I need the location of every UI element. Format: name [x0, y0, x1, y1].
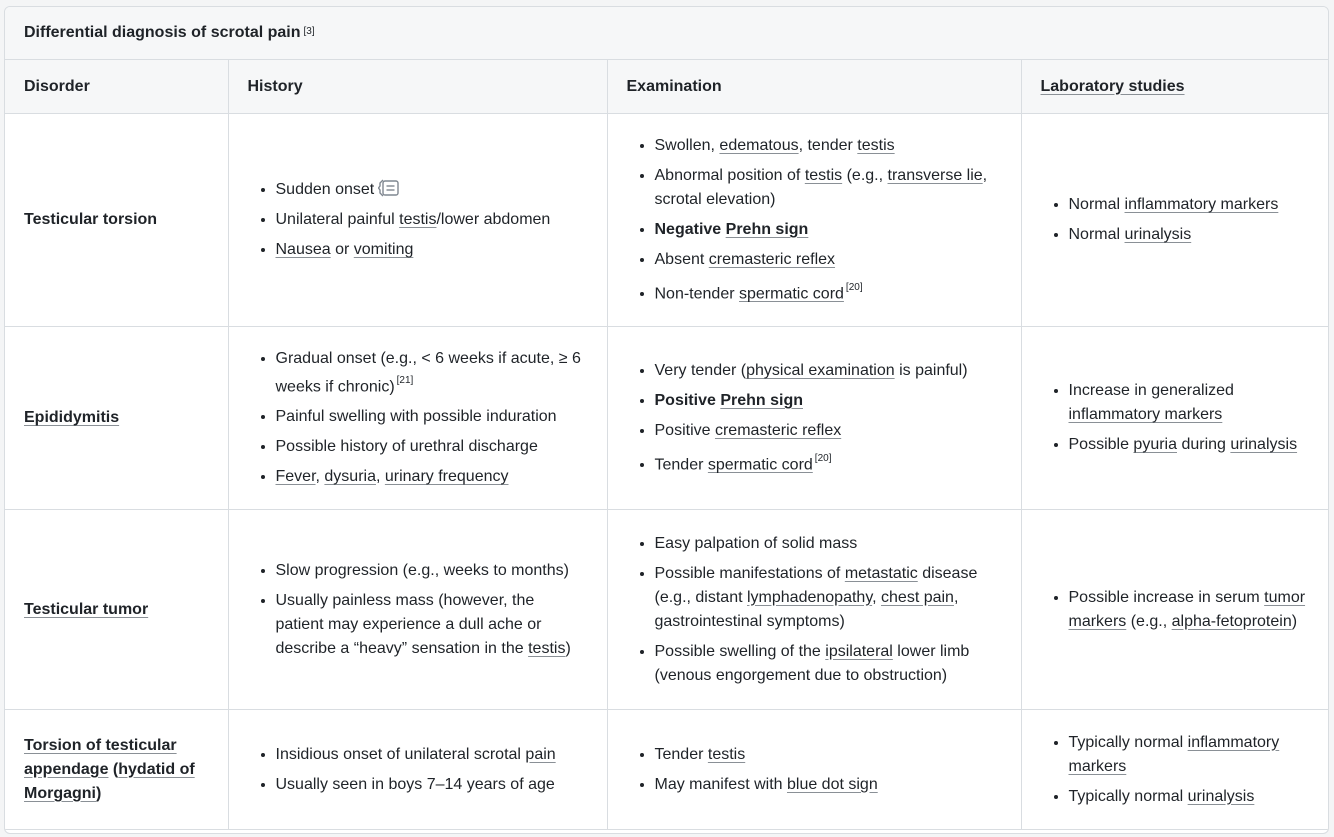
text: Non-tender [654, 285, 739, 303]
vomiting-link[interactable]: vomiting [353, 241, 414, 258]
list-item [655, 278, 1001, 306]
inflammatory-markers-link[interactable]: inflammatory markers [1124, 196, 1279, 213]
list-item [655, 359, 1001, 383]
text: (e.g., [1126, 612, 1172, 630]
alpha-fetoprotein-link[interactable]: alpha-fetoprotein [1171, 612, 1292, 630]
laboratory-cell [1021, 710, 1328, 830]
list-item [655, 164, 1001, 212]
disorder-cell [5, 327, 228, 510]
disorder-cell [5, 114, 228, 327]
text: ) [565, 639, 571, 657]
transverse-lie-link[interactable]: transverse lie [887, 166, 983, 184]
text: Normal [1068, 226, 1125, 243]
hydatid-of-morgagni-link[interactable]: hydatid of Morgagni [24, 760, 195, 802]
table-row [5, 327, 1328, 510]
table-row [5, 114, 1328, 327]
cremasteric-reflex-link[interactable]: cremasteric reflex [708, 250, 836, 268]
list-item [1069, 433, 1309, 457]
text: Tender [654, 456, 708, 474]
list-item [1069, 731, 1309, 779]
diagnosis-table [5, 60, 1328, 830]
lymphadenopathy-link[interactable]: lymphadenopathy [747, 588, 873, 606]
note-icon[interactable] [378, 178, 398, 198]
history-cell [228, 327, 607, 510]
table-title [5, 7, 1328, 60]
list-item [276, 208, 587, 232]
chest-pain-link[interactable]: chest pain [881, 588, 954, 606]
list-item [655, 248, 1001, 272]
list-item [655, 743, 1001, 767]
edematous-link[interactable]: edematous [719, 136, 799, 154]
table-header-row [5, 60, 1328, 114]
laboratory-cell [1021, 510, 1328, 710]
pain-link[interactable]: pain [525, 745, 556, 763]
text: Positive [654, 391, 721, 409]
list-item [655, 389, 1001, 413]
list-item [655, 532, 1001, 556]
pyuria-link[interactable]: pyuria [1133, 436, 1177, 453]
metastatic-link[interactable]: metastatic [844, 564, 918, 582]
ipsilateral-link[interactable]: ipsilateral [825, 642, 893, 660]
list-item [655, 134, 1001, 158]
text: , [872, 588, 882, 606]
list-item [276, 589, 587, 661]
tumor-markers-link[interactable]: tumor markers [1068, 588, 1306, 630]
list-item [276, 743, 587, 767]
header-history: History [228, 60, 607, 114]
text: Typically normal [1068, 733, 1188, 751]
list-item [276, 435, 587, 459]
history-cell [228, 510, 607, 710]
text: Typically normal [1068, 787, 1188, 805]
table-row [5, 710, 1328, 830]
examination-cell [607, 114, 1021, 327]
text: Usually painless mass (however, the patient may experience a dull ache or describe a “heavy” sensation in the [275, 591, 542, 657]
text: Tender [654, 745, 708, 763]
text: during [1177, 436, 1231, 453]
text: , tender [798, 136, 858, 154]
list-item [655, 640, 1001, 688]
urinalysis-link[interactable]: urinalysis [1187, 787, 1255, 805]
list-item [1069, 193, 1309, 217]
text: , [315, 468, 325, 486]
spermatic-cord-link[interactable]: spermatic cord [707, 456, 813, 474]
reference-link[interactable]: [20] [845, 281, 863, 293]
text: disease (e.g., distant [654, 564, 978, 606]
list-item [655, 218, 1001, 242]
text: , scrotal elevation) [654, 166, 988, 208]
differential-diagnosis-table-card [4, 6, 1329, 834]
text: Swollen, [654, 136, 720, 154]
text: /lower abdomen [436, 211, 551, 228]
text: Slow progression (e.g., weeks to months) [275, 561, 569, 579]
laboratory-cell [1021, 327, 1328, 510]
text: Insidious onset of unilateral scrotal [275, 745, 526, 763]
list-item [1069, 379, 1309, 427]
list-item [276, 465, 587, 489]
text: Usually seen in boys 7–14 years of age [275, 775, 555, 793]
disorder-name: Testicular torsion [24, 211, 158, 228]
history-cell [228, 114, 607, 327]
history-text: Sudden onset [275, 181, 375, 198]
text: Negative [654, 220, 726, 238]
list-item [276, 773, 587, 797]
text: Possible increase in serum [1068, 588, 1265, 606]
disorder-cell [5, 510, 228, 710]
laboratory-cell [1021, 114, 1328, 327]
list-item [276, 178, 587, 202]
testis-link[interactable]: testis [528, 639, 566, 657]
history-cell [228, 710, 607, 830]
table-title-text: Differential diagnosis of scrotal pain [24, 24, 301, 41]
nausea-link[interactable]: Nausea [275, 241, 331, 258]
reference-link[interactable]: [20] [814, 452, 832, 464]
text: , [375, 468, 385, 486]
header-lab-link[interactable]: Laboratory studies [1040, 77, 1185, 95]
prehn-sign-link[interactable]: Prehn sign [720, 391, 803, 409]
text: Abnormal position of [654, 166, 805, 184]
text: Increase in generalized [1068, 382, 1234, 399]
header-examination: Examination [607, 60, 1021, 114]
list-item [1069, 223, 1309, 247]
header-laboratory-studies [1021, 60, 1328, 114]
torsion-appendage-link[interactable]: Torsion of testicular appendage [24, 736, 177, 778]
text: Unilateral painful [275, 211, 400, 228]
text: May manifest with [654, 775, 787, 793]
text: ) [96, 784, 102, 802]
spermatic-cord-link[interactable]: spermatic cord [739, 285, 844, 303]
inflammatory-markers-link[interactable]: inflammatory markers [1068, 733, 1280, 775]
examination-cell [607, 327, 1021, 510]
list-item [1069, 785, 1309, 809]
testis-link[interactable]: testis [707, 745, 746, 763]
text: (e.g., [842, 166, 888, 184]
examination-cell [607, 510, 1021, 710]
list-item [655, 419, 1001, 443]
list-item [276, 347, 587, 399]
text: or [330, 241, 354, 258]
text: Possible history of urethral discharge [275, 438, 538, 456]
list-item [1069, 586, 1309, 634]
dysuria-link[interactable]: dysuria [324, 468, 376, 486]
urinalysis-link[interactable]: urinalysis [1230, 436, 1298, 453]
text: Painful swelling with possible induration [275, 408, 557, 426]
text: Normal [1068, 196, 1125, 213]
urinalysis-link[interactable]: urinalysis [1124, 226, 1192, 243]
text: Possible swelling of the [654, 642, 826, 660]
examination-cell [607, 710, 1021, 830]
disorder-cell [5, 710, 228, 830]
reference-link[interactable]: [21] [396, 374, 414, 386]
list-item [655, 773, 1001, 797]
list-item [276, 238, 587, 262]
inflammatory-markers-link[interactable]: inflammatory markers [1068, 406, 1223, 423]
text: lower limb (venous engorgement due to obstruction) [654, 642, 970, 684]
prehn-sign-link[interactable]: Prehn sign [725, 220, 809, 238]
epididymitis-link[interactable]: Epididymitis [24, 409, 120, 426]
testis-link[interactable]: testis [399, 211, 437, 228]
urinary-frequency-link[interactable]: urinary frequency [384, 468, 509, 486]
testicular-tumor-link[interactable]: Testicular tumor [24, 600, 149, 618]
list-item [276, 559, 587, 583]
text: Possible [1068, 436, 1134, 453]
list-item [655, 449, 1001, 477]
text: Absent [654, 250, 709, 268]
testis-link[interactable]: testis [857, 136, 895, 154]
text: ( [108, 760, 119, 778]
text: Easy palpation of solid mass [654, 534, 858, 552]
cremasteric-reflex-link[interactable]: cremasteric reflex [714, 421, 842, 439]
text: Gradual onset (e.g., < 6 weeks if acute, ≥ 6 weeks if chronic) [275, 349, 581, 396]
physical-examination-link[interactable]: physical examination [746, 361, 895, 379]
text: Very tender ( [654, 361, 747, 379]
table-title-reference[interactable]: [3] [303, 25, 315, 37]
header-disorder: Disorder [5, 60, 228, 114]
testis-link[interactable]: testis [804, 166, 843, 184]
fever-link[interactable]: Fever [275, 468, 316, 486]
text: Possible manifestations of [654, 564, 845, 582]
text: ) [1291, 612, 1298, 630]
list-item [655, 562, 1001, 634]
table-row [5, 510, 1328, 710]
list-item [276, 405, 587, 429]
blue-dot-sign-link[interactable]: blue dot sign [786, 775, 878, 793]
text: Positive [654, 421, 715, 439]
text: is painful) [894, 361, 968, 379]
text: , gastrointestinal symptoms) [654, 588, 959, 630]
